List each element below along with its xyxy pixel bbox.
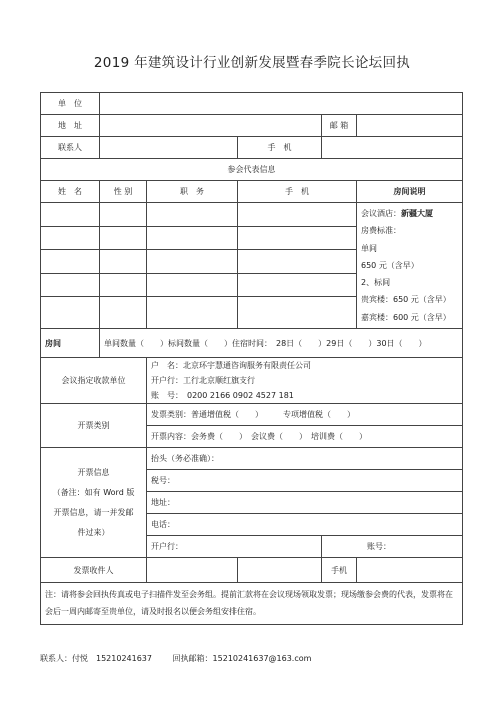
rep-name-field[interactable] xyxy=(41,250,100,274)
address-field[interactable] xyxy=(100,115,322,137)
hotel-prefix: 会议酒店： xyxy=(361,209,401,218)
payee-bank: 开户行：工行北京顺红旗支行 xyxy=(147,373,463,388)
registration-form xyxy=(40,92,463,625)
receiver-mobile-field[interactable] xyxy=(357,558,463,583)
room-notes xyxy=(357,203,463,329)
receiver-label: 发票收件人 xyxy=(41,558,147,583)
invoice-title-field[interactable]: 抬头（务必准确）： xyxy=(147,448,463,470)
rep-name-field[interactable] xyxy=(41,273,100,297)
col-room: 房间说明 xyxy=(357,181,463,203)
address-label: 地 址 xyxy=(41,115,100,137)
tax-no-field[interactable]: 税号： xyxy=(147,470,463,492)
invoice-info-label-line2: （备注：如有 Word 版 xyxy=(52,487,135,497)
rep-gender-field[interactable] xyxy=(100,203,147,227)
receiver-field[interactable] xyxy=(147,558,238,583)
invoice-info-label-line3: 开票信息，请一并发邮 xyxy=(53,507,134,517)
rep-mobile-field[interactable] xyxy=(238,203,357,227)
invoice-type-label: 开票类别 xyxy=(41,404,147,448)
rep-name-field[interactable] xyxy=(41,226,100,250)
postcode-field[interactable] xyxy=(357,115,463,137)
footer-contact: 联系人：付悦 15210241637 xyxy=(40,654,152,663)
invoice-content[interactable]: 开票内容：会务费（ ） 会议费（ ） 培训费（ ） xyxy=(147,426,463,448)
invoice-address-field[interactable]: 地址： xyxy=(147,492,463,514)
postcode-label: 邮 箱 xyxy=(322,115,357,137)
rep-mobile-field[interactable] xyxy=(238,250,357,274)
rep-position-field[interactable] xyxy=(147,226,238,250)
hotel-name: 新疆大厦 xyxy=(401,209,433,218)
contact-mobile-label: 手 机 xyxy=(238,137,322,159)
rep-gender-field[interactable] xyxy=(100,226,147,250)
rep-position-field[interactable] xyxy=(147,250,238,274)
receiver-spacer xyxy=(238,558,322,583)
invoice-phone-field[interactable]: 电话： xyxy=(147,514,463,536)
invoice-bank-field[interactable]: 开户行： xyxy=(147,536,322,558)
footer xyxy=(40,653,329,664)
payee-account-no: 账 号： 0200 2166 0902 4527 181 xyxy=(147,388,463,404)
invoice-account-field[interactable]: 账号： xyxy=(322,536,463,558)
unit-field[interactable] xyxy=(100,93,463,115)
rep-position-field[interactable] xyxy=(147,273,238,297)
single-price: 650 元（含早） xyxy=(361,260,419,270)
twin-room: 2、标间 xyxy=(361,278,391,288)
rep-mobile-field[interactable] xyxy=(238,273,357,297)
rep-mobile-field[interactable] xyxy=(238,226,357,250)
rep-gender-field[interactable] xyxy=(100,273,147,297)
payee-label: 会议指定收款单位 xyxy=(41,358,147,404)
room-row-label: 房间 xyxy=(41,329,100,358)
invoice-info-label-line1: 开票信息 xyxy=(77,467,110,477)
invoice-info-label xyxy=(41,448,147,558)
rep-gender-field[interactable] xyxy=(100,297,147,329)
vip-price: 贵宾楼：650 元（含早） xyxy=(361,295,451,305)
rep-name-field[interactable] xyxy=(41,203,100,227)
room-row-text[interactable]: 单间数量（ ）标间数量（ ）住宿时间： 28日（ ）29日（ ）30日（ ） xyxy=(100,329,463,358)
col-name: 姓 名 xyxy=(41,181,100,203)
jiabin-price: 嘉宾楼：600 元（含早） xyxy=(361,312,451,322)
rep-position-field[interactable] xyxy=(147,297,238,329)
contact-field[interactable] xyxy=(100,137,238,159)
form-note: 注：请将参会回执传真或电子扫描件发至会务组。提前汇款将在会议现场领取发票；现场缴参会费的代表，发票将在会后一周内邮寄至贵单位，请及时报名以便会务组安排住宿。 xyxy=(41,583,463,625)
rep-name-field[interactable] xyxy=(41,297,100,329)
col-gender: 性 别 xyxy=(100,181,147,203)
rep-position-field[interactable] xyxy=(147,203,238,227)
single-room: 单间 xyxy=(361,243,377,253)
col-position: 职 务 xyxy=(147,181,238,203)
payee-account-name: 户 名：北京环宇慧通咨询服务有限责任公司 xyxy=(147,358,463,374)
rep-mobile-field[interactable] xyxy=(238,297,357,329)
contact-mobile-field[interactable] xyxy=(322,137,463,159)
invoice-category[interactable]: 发票类别：普通增值税（ ） 专项增值税（ ） xyxy=(147,404,463,426)
rep-gender-field[interactable] xyxy=(100,250,147,274)
invoice-info-label-line4: 件过来） xyxy=(77,527,110,537)
page-title: 2019 年建筑设计行业创新发展暨春季院长论坛回执 xyxy=(93,55,411,71)
receiver-mobile-label: 手机 xyxy=(322,558,357,583)
col-mobile: 手 机 xyxy=(238,181,357,203)
unit-label: 单 位 xyxy=(41,93,100,115)
price-standard: 房费标准： xyxy=(361,226,401,236)
section-title: 参会代表信息 xyxy=(41,159,463,181)
footer-email: 回执邮箱：15210241637@163.com xyxy=(172,654,312,663)
contact-label: 联系人 xyxy=(41,137,100,159)
